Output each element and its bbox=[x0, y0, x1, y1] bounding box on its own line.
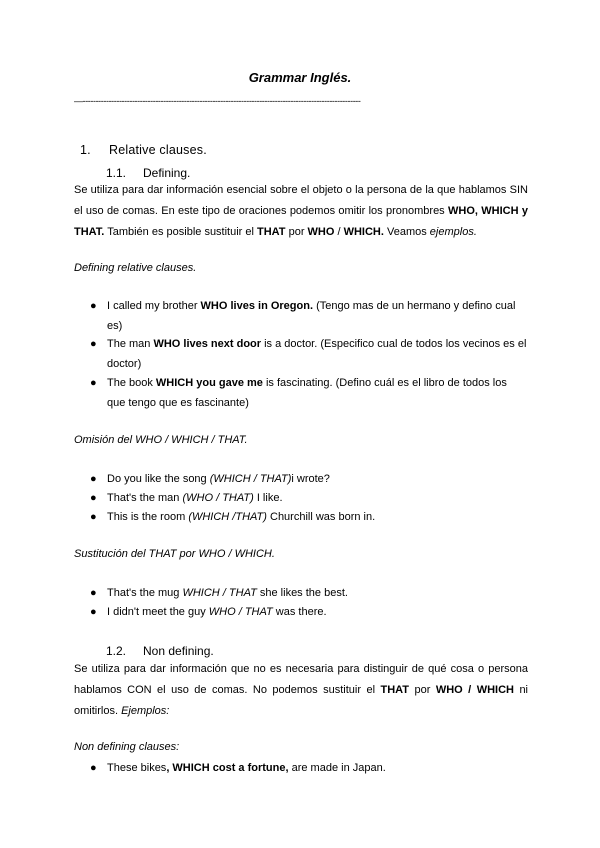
subheading-substitution: Sustitución del THAT por WHO / WHICH. bbox=[74, 548, 275, 560]
bullet-icon: ● bbox=[90, 300, 97, 312]
list-item: ● Do you like the song (WHICH / THAT)i wrote? bbox=[90, 469, 528, 489]
subheading-nondefining-clauses: Non defining clauses: bbox=[74, 741, 180, 753]
bullet-icon: ● bbox=[90, 762, 97, 774]
list-item: ● The book WHICH you gave me is fascinating. (Defino cuál es el libro de todos los que tengo que es fascinante) bbox=[90, 373, 528, 413]
subheading-defining-relative: Defining relative clauses. bbox=[74, 262, 197, 274]
list-item: ● That's the mug WHICH / THAT she likes the best. bbox=[90, 583, 528, 603]
nondefining-paragraph: Se utiliza para dar información que no es necesaria para distinguir de qué cosa o persona hablamos CON el uso de comas. No podemos sustituir el THAT por WHO / WHICH ni omitirlos. Ejemplos: bbox=[74, 663, 529, 717]
defining-paragraph: Se utiliza para dar información esencial sobre el objeto o la persona de la que hablamos SIN el uso de comas. En este tipo de oraciones podemos omitir los pronombres WHO, WHICH y THAT. También es posible sustituir el THAT por WHO / WHICH. Veamos ejemplos. bbox=[74, 184, 528, 238]
bullet-icon: ● bbox=[90, 377, 97, 389]
section-number: 1. bbox=[80, 143, 91, 157]
document-title: Grammar Inglés. bbox=[248, 70, 352, 85]
subheading-omission: Omisión del WHO / WHICH / THAT. bbox=[74, 434, 248, 446]
subsection-number: 1.2. bbox=[106, 644, 127, 658]
list-item: ● These bikes, WHICH cost a fortune, are made in Japan. bbox=[90, 758, 528, 778]
list-item: ● I didn't meet the guy WHO / THAT was there. bbox=[90, 602, 528, 622]
list-item: ● The man WHO lives next door is a doctor. (Especifico cual de todos los vecinos es el doctor) bbox=[90, 334, 528, 374]
subsection-title: Defining. bbox=[143, 166, 191, 180]
bullet-icon: ● bbox=[90, 511, 97, 523]
subsection-title: Non defining. bbox=[143, 644, 214, 658]
list-item: ● This is the room (WHICH /THAT) Churchill was born in. bbox=[90, 507, 528, 527]
separator-rule: —----------------------------------------------------------------------------------------------------------- bbox=[74, 96, 361, 106]
section-title: Relative clauses. bbox=[109, 143, 207, 157]
list-item: ● That's the man (WHO / THAT) I like. bbox=[90, 488, 528, 508]
bullet-icon: ● bbox=[90, 587, 97, 599]
bullet-icon: ● bbox=[90, 338, 97, 350]
bullet-icon: ● bbox=[90, 606, 97, 618]
bullet-icon: ● bbox=[90, 492, 97, 504]
bullet-icon: ● bbox=[90, 473, 97, 485]
list-item: ● I called my brother WHO lives in Oregon. (Tengo mas de un hermano y defino cual es) bbox=[90, 296, 528, 336]
subsection-number: 1.1. bbox=[106, 166, 127, 180]
